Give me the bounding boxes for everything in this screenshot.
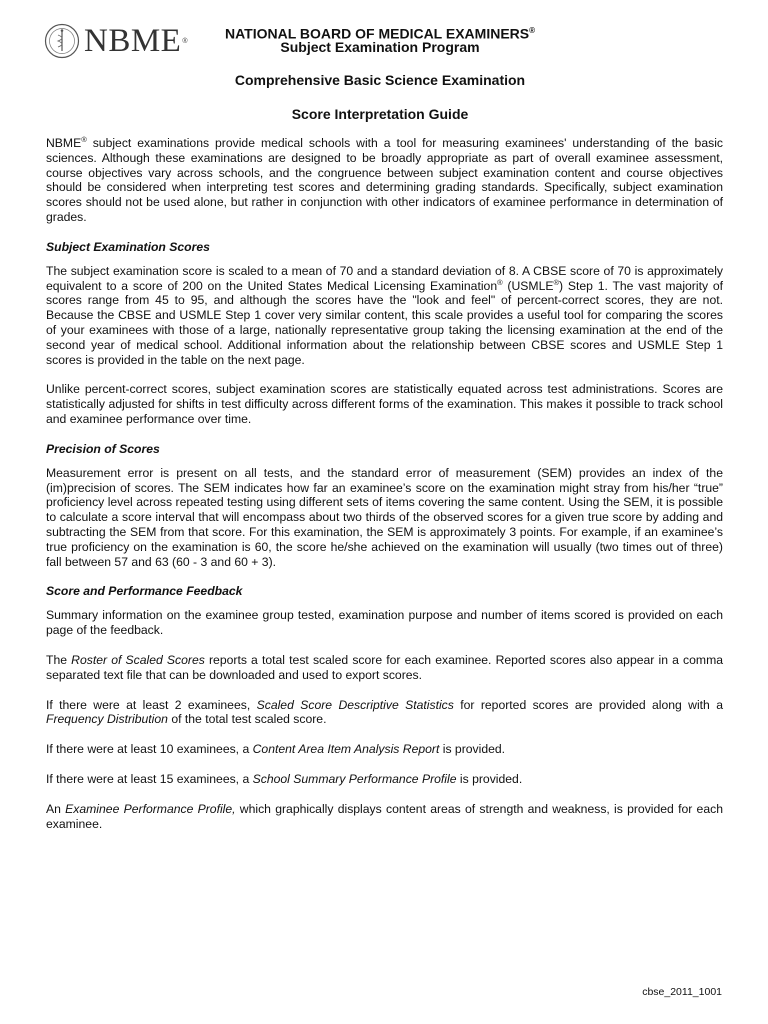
- program-name: Subject Examination Program: [280, 39, 480, 55]
- feedback-paragraph-statistics: If there were at least 2 examinees, Scaled Score Descriptive Statistics for reported scores are provided along with a Frequency Distribution of the total test scaled score.: [46, 697, 723, 727]
- nbme-logo: [44, 20, 204, 62]
- organization-name: NATIONAL BOARD OF MEDICAL EXAMINERS®: [224, 25, 536, 42]
- feedback-paragraph-roster: The Roster of Scaled Scores reports a total test scaled score for each examinee. Reported scores also appear in a comma separated text file that can be downloaded and used to export scores.: [46, 652, 723, 682]
- document-code: cbse_2011_1001: [642, 986, 722, 998]
- precision-paragraph: Measurement error is present on all tests, and the standard error of measurement (SEM) provides an index of the (im)precision of scores. The SEM indicates how far an examinee’s score on the examination might stray from his/her “true” proficiency level across repeated testing using different sets of items covering the same content. Using the SEM, it is possible to calculate a score interval that will encompass about two thirds of the observed scores for a given true score by adding and subtracting the SEM from that score. For this examination, the SEM is approximately 3 points. For example, if an examinee’s true proficiency on the examination is 60, the score he/she achieved on the examination will usually (two times out of three) fall between 57 and 63 (60 - 3 and 60 + 3).: [46, 465, 723, 569]
- section-heading-scores: Subject Examination Scores: [46, 239, 210, 254]
- scores-paragraph-1: The subject examination score is scaled to a mean of 70 and a standard deviation of 8. A CBSE score of 70 is approximately equivalent to a score of 200 on the United States Medical Licensing Examination® (USMLE®) Step 1. The vast majority of scores range from 45 to 95, and although the scores have the "look and feel" of percent-correct scores, they are not. Because the CBSE and USMLE Step 1 cover very similar content, this scale provides a useful tool for comparing the scores of your examinees with those of a large, nationally representative group taking the licensing examination at the end of the second year of medical school. Additional information about the relationship between CBSE scores and USMLE Step 1 scores is provided in the table on the next page.: [46, 263, 723, 367]
- guide-title: Score Interpretation Guide: [291, 106, 469, 122]
- section-heading-feedback: Score and Performance Feedback: [46, 584, 243, 599]
- feedback-paragraph-school-profile: If there were at least 15 examinees, a School Summary Performance Profile is provided.: [46, 771, 523, 786]
- document-body: [46, 136, 723, 846]
- feedback-paragraph-item-analysis: If there were at least 10 examinees, a Content Area Item Analysis Report is provided.: [46, 742, 506, 757]
- logo-wordmark: NBME: [84, 23, 182, 59]
- scores-paragraph-2: Unlike percent-correct scores, subject examination scores are statistically equated across test administrations. Scores are statistically adjusted for shifts in test difficulty across different forms of the examination. This makes it possible to track school and examinee performance over time.: [46, 382, 723, 426]
- exam-title: Comprehensive Basic Science Examination: [234, 72, 526, 88]
- logo-registered-mark: ®: [182, 37, 188, 45]
- seal-icon: [44, 23, 80, 59]
- section-heading-precision: Precision of Scores: [46, 441, 160, 456]
- feedback-paragraph-examinee-profile: An Examinee Performance Profile, which graphically displays content areas of strength and weakness, is provided for each examinee.: [46, 801, 723, 831]
- feedback-paragraph-1: Summary information on the examinee group tested, examination purpose and number of items scored is provided on each page of the feedback.: [46, 608, 723, 638]
- intro-paragraph: NBME® subject examinations provide medical schools with a tool for measuring examinees' understanding of the basic sciences. Although these examinations are designed to be broadly appropriate as part of overall examinee assessment, course objectives vary across schools, and the congruence between subject examination content and course objectives should be considered when interpreting test scores and determining grading standards. Specifically, subject examination scores should not be used alone, but rather in conjunction with other indicators of examinee performance in determination of grades.: [46, 134, 723, 224]
